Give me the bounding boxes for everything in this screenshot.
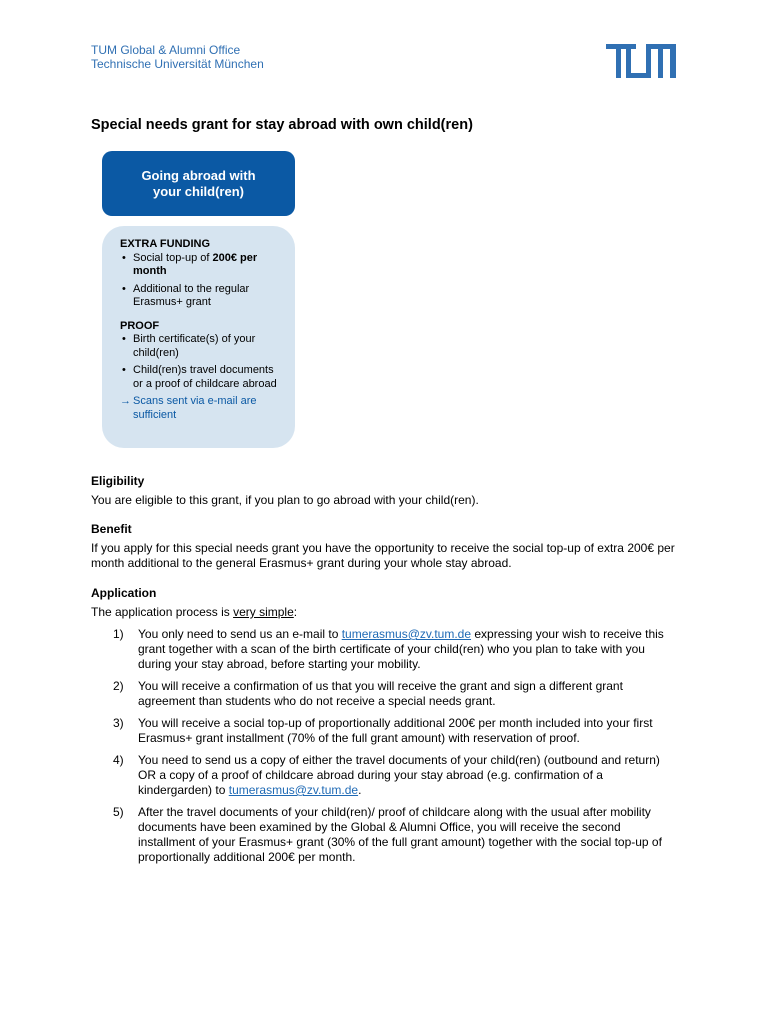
- tum-logo: [606, 44, 676, 78]
- scans-note: [120, 395, 285, 422]
- list-item: [113, 716, 673, 746]
- extra-funding-item1-text: Social top-up of: [133, 251, 213, 264]
- application-intro-text: The application process is: [91, 605, 234, 619]
- arrow-right-icon: →: [120, 395, 131, 407]
- application-section: [91, 586, 676, 620]
- step-number: 2): [113, 679, 124, 693]
- step-text: [138, 627, 673, 672]
- application-intro: [91, 605, 676, 620]
- university-name: Technische Universität München: [91, 57, 264, 71]
- eligibility-section: [91, 474, 676, 508]
- step-text-pre: You only need to send us an e-mail to: [138, 627, 342, 641]
- step-text-post: .: [358, 783, 362, 797]
- benefit-title: Benefit: [91, 522, 132, 536]
- extra-funding-amount: 200€ per month: [133, 251, 258, 277]
- step-text: You will receive a social top-up of proportionally additional 200€ per month included into your first Erasmus+ grant installment (70% of the full grant amount) with reservation of proof.: [138, 716, 653, 745]
- scans-note-text: Scans sent via e-mail are sufficient: [133, 395, 257, 421]
- extra-funding-item: [120, 252, 285, 279]
- extra-funding-list: [120, 252, 285, 310]
- step-number: 5): [113, 805, 124, 819]
- list-item: [113, 805, 673, 865]
- application-steps: [113, 627, 673, 872]
- list-item: [113, 627, 673, 672]
- step-text-pre: You need to send us a copy of either the travel documents of your child(ren) (outbound and return) OR a copy of a proof of childcare abroad during your stay abroad (e.g. confirmation of a kindergarden) to: [138, 753, 660, 797]
- list-item: [113, 753, 673, 798]
- step-text: You will receive a confirmation of us that you will receive the grant and sign a different grant agreement than students who do not receive a special needs grant.: [138, 679, 623, 708]
- extra-funding-item: • Additional to the regular Erasmus+ grant: [120, 283, 285, 310]
- page-title: Special needs grant for stay abroad with own child(ren): [91, 117, 473, 133]
- infobox-heading-box: [102, 151, 295, 216]
- proof-item: • Child(ren)s travel documents or a proof of childcare abroad: [120, 364, 285, 391]
- office-header: [91, 43, 264, 71]
- step-text: [138, 753, 673, 798]
- benefit-section: [91, 522, 676, 571]
- extra-funding-title: EXTRA FUNDING: [120, 238, 211, 250]
- infobox-heading: Going abroad with your child(ren): [141, 167, 256, 199]
- step-number: 3): [113, 716, 124, 730]
- application-intro-emphasis: very simple: [233, 605, 294, 619]
- application-intro-colon: :: [293, 605, 298, 619]
- proof-item: • Birth certificate(s) of your child(ren): [120, 333, 285, 360]
- step-text: After the travel documents of your child(ren)/ proof of childcare along with the usual after mobility documents have been examined by the Global & Alumni Office, you will receive the second installment of your Erasmus+ grant (30% of the full grant amount) together with the social top-up of proportionally additional 200€ per month.: [138, 805, 662, 864]
- office-name: TUM Global & Alumni Office: [91, 43, 241, 57]
- email-link[interactable]: tumerasmus@zv.tum.de: [228, 783, 359, 797]
- application-title: Application: [91, 586, 157, 600]
- email-link[interactable]: tumerasmus@zv.tum.de: [341, 627, 472, 641]
- step-number: 4): [113, 753, 124, 767]
- step-text-post: expressing your wish to receive this grant together with a scan of the birth certificate of your child(ren) who you plan to take with you during your stay abroad, before starting your mobility.: [138, 627, 664, 671]
- proof-list: [120, 333, 285, 391]
- eligibility-title: Eligibility: [91, 474, 145, 488]
- benefit-text: If you apply for this special needs grant you have the opportunity to receive the social top-up of extra 200€ per month additional to the general Erasmus+ grant during your whole stay abroad.: [91, 541, 675, 570]
- list-item: [113, 679, 673, 709]
- step-number: 1): [113, 627, 124, 641]
- proof-title: PROOF: [120, 319, 160, 332]
- eligibility-text: You are eligible to this grant, if you plan to go abroad with your child(ren).: [91, 493, 479, 507]
- infobox-details: [102, 226, 295, 448]
